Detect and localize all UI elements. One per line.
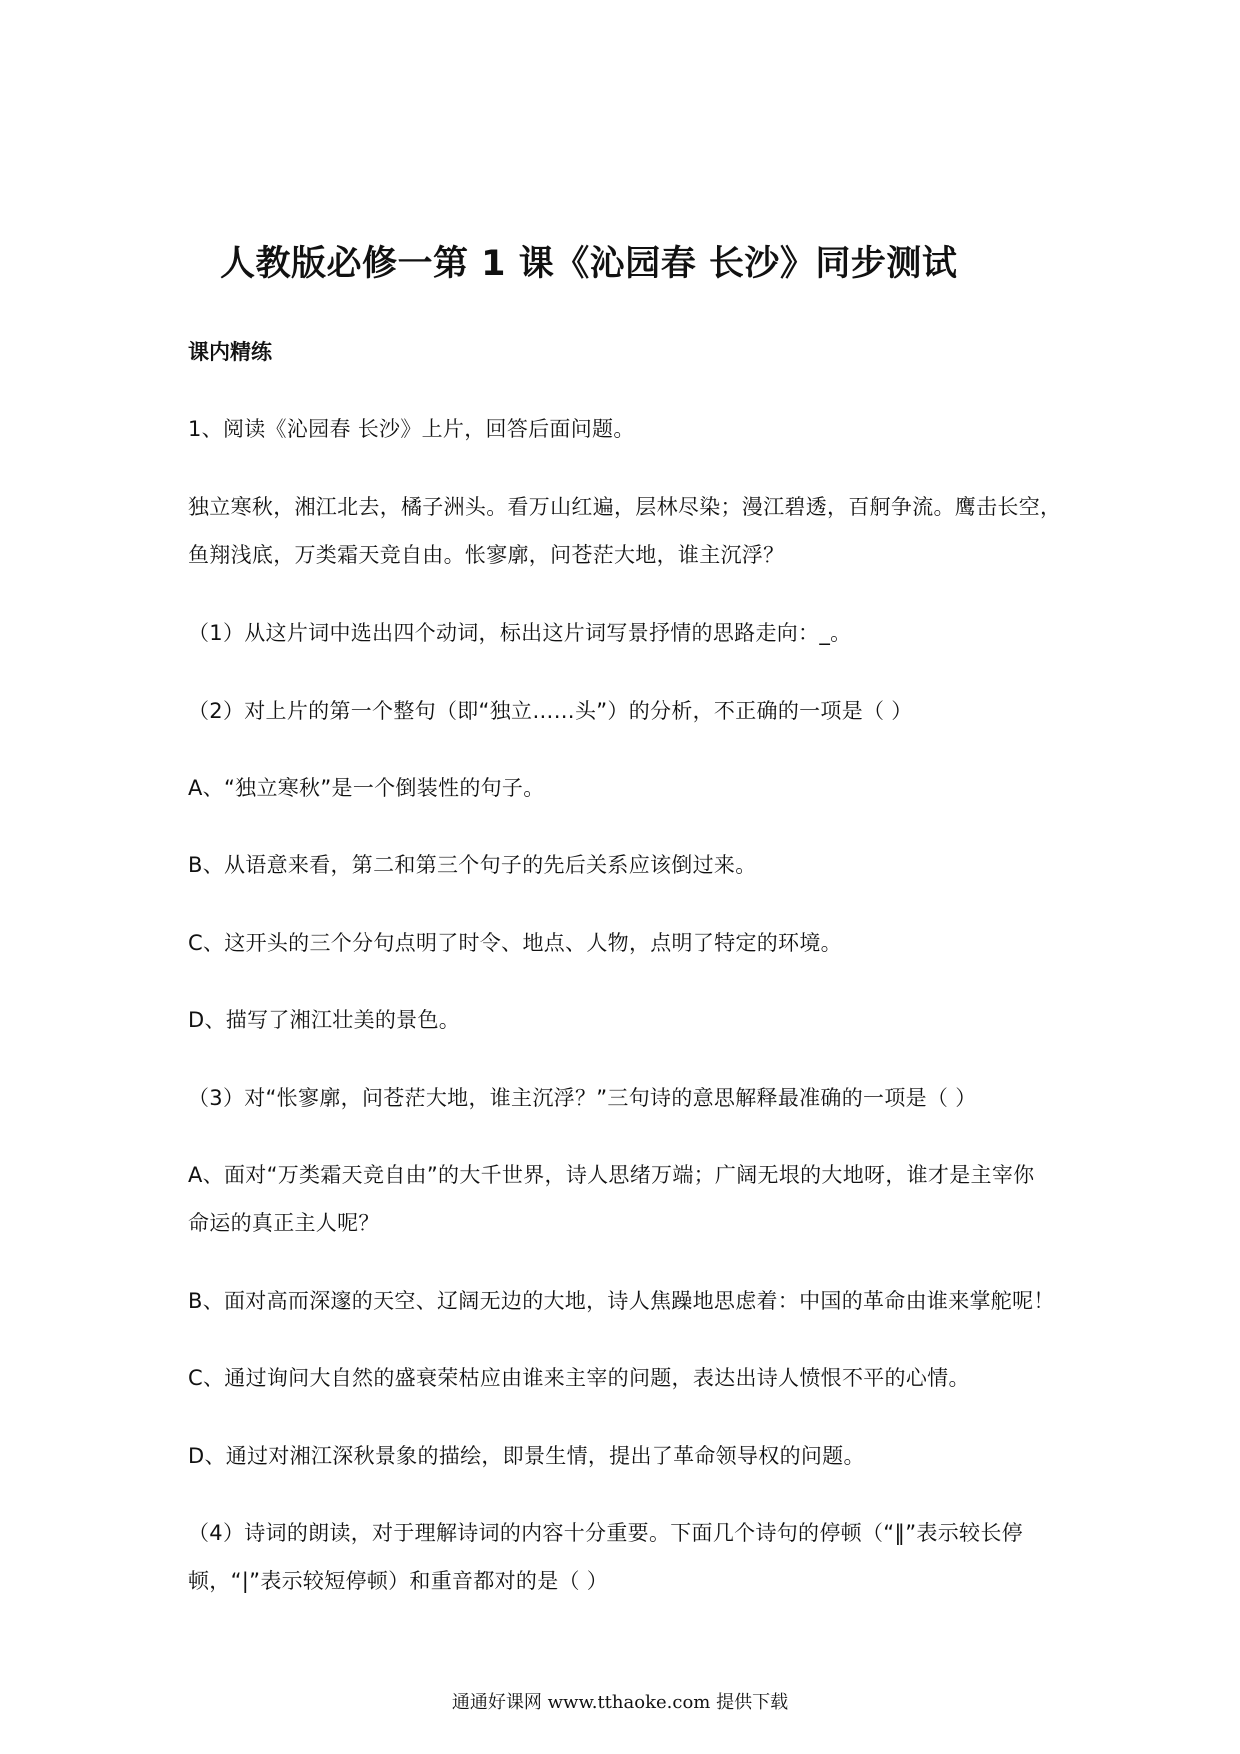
poem-line-1: 独立寒秋，湘江北去，橘子洲头。看万山红遍，层林尽染；漫江碧透，百舸争流。鹰击长空， — [188, 495, 1062, 519]
option-1-2-d: D、描写了湘江壮美的景色。 — [188, 1008, 461, 1032]
question-1-prompt: 1、阅读《沁园春 长沙》上片，回答后面问题。 — [188, 417, 635, 441]
option-1-3-c: C、通过询问大自然的盛衰荣枯应由谁来主宰的问题，表达出诗人愤恨不平的心情。 — [188, 1366, 970, 1390]
page-footer: 通通好课网 www.tthaoke.com 提供下载 — [451, 1692, 789, 1713]
question-1-4-line-2: 顿，“|”表示较短停顿）和重音都对的是（ ） — [188, 1569, 609, 1593]
option-1-3-a-line-2: 命运的真正主人呢？ — [188, 1211, 380, 1235]
option-1-2-b: B、从语意来看，第二和第三个句子的先后关系应该倒过来。 — [188, 853, 757, 877]
document-title: 人教版必修一第 1 课《沁园春 长沙》同步测试 — [220, 244, 958, 284]
section-heading: 课内精练 — [188, 340, 272, 364]
option-1-3-d: D、通过对湘江深秋景象的描绘，即景生情，提出了革命领导权的问题。 — [188, 1444, 865, 1468]
option-1-2-c: C、这开头的三个分句点明了时令、地点、人物，点明了特定的环境。 — [188, 931, 842, 955]
question-1-1: （1）从这片词中选出四个动词，标出这片词写景抒情的思路走向：_。 — [188, 621, 852, 645]
question-1-4-line-1: （4）诗词的朗读，对于理解诗词的内容十分重要。下面几个诗句的停顿（“‖”表示较长停 — [188, 1521, 1023, 1545]
question-1-3: （3）对“怅寥廓，问苍茫大地，谁主沉浮？”三句诗的意思解释最准确的一项是（ ） — [188, 1086, 977, 1110]
option-1-3-a-line-1: A、面对“万类霜天竞自由”的大千世界，诗人思绪万端；广阔无垠的大地呀，谁才是主宰你 — [188, 1163, 1035, 1187]
question-1-2: （2）对上片的第一个整句（即“独立……头”）的分析，不正确的一项是（ ） — [188, 699, 913, 723]
option-1-3-b: B、面对高而深邃的天空、辽阔无边的大地，诗人焦躁地思虑着：中国的革命由谁来掌舵呢！ — [188, 1289, 1055, 1313]
poem-line-2: 鱼翔浅底，万类霜天竞自由。怅寥廓，问苍茫大地，谁主沉浮？ — [188, 543, 785, 567]
option-1-2-a: A、“独立寒秋”是一个倒装性的句子。 — [188, 776, 545, 800]
